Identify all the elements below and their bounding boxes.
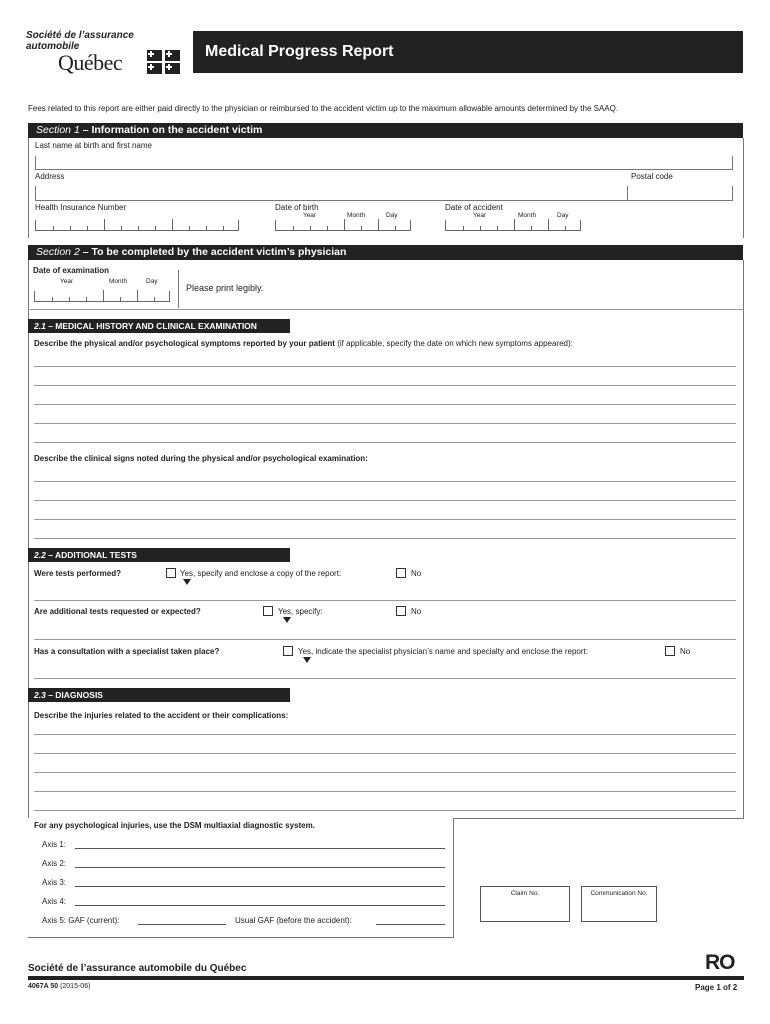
fleur-de-lis-icon — [147, 50, 183, 74]
s22-label-rest: – ADDITIONAL TESTS — [45, 550, 137, 560]
additional-tests-question: Are additional tests requested or expected? — [34, 607, 201, 616]
arrow-down-icon — [283, 617, 291, 623]
footer-rule — [28, 976, 744, 980]
last-name-label: Last name at birth and first name — [35, 141, 152, 150]
tests-performed-line[interactable] — [34, 600, 736, 601]
s23-label-rest: – DIAGNOSIS — [45, 690, 103, 700]
axis1-label: Axis 1: — [42, 840, 67, 849]
dob-label: Date of birth — [275, 203, 319, 212]
dob-year-label: Year — [303, 212, 317, 219]
axis2-line[interactable] — [75, 867, 445, 868]
dob-month-label: Month — [347, 212, 366, 219]
symptoms-line-1[interactable] — [34, 366, 736, 367]
additional-tests-yes-label: Yes, specify: — [278, 607, 323, 616]
tests-performed-question: Were tests performed? — [34, 569, 121, 578]
clinical-line-2[interactable] — [34, 500, 736, 501]
additional-tests-no-label: No — [411, 607, 422, 616]
hin-field[interactable] — [35, 220, 239, 231]
axis4-label: Axis 4: — [42, 897, 67, 906]
tests-performed-no-label: No — [411, 569, 422, 578]
symptoms-line-5[interactable] — [34, 442, 736, 443]
dsm-note: For any psychological injuries, use the DSM multiaxial diagnostic system. — [34, 821, 315, 830]
logo-quebec: Québec — [58, 50, 123, 75]
claim-number-label: Claim No. — [510, 890, 540, 897]
doa-label: Date of accident — [445, 203, 503, 212]
address-label: Address — [35, 172, 65, 181]
injuries-line-2[interactable] — [34, 753, 736, 754]
saaq-logo — [26, 30, 191, 78]
section1-header — [28, 123, 743, 138]
section2-label-rest: – To be completed by the accident victim’s physician — [79, 246, 347, 258]
symptoms-line-3[interactable] — [34, 404, 736, 405]
usual-gaf-label: Usual GAF (before the accident): — [235, 916, 352, 925]
symptoms-question-bold: Describe the physical and/or psychological symptoms reported by your patient — [34, 339, 335, 348]
clinical-line-4[interactable] — [34, 538, 736, 539]
injuries-line-5[interactable] — [34, 810, 736, 811]
injuries-line-4[interactable] — [34, 791, 736, 792]
s21-label-rest: – MEDICAL HISTORY AND CLINICAL EXAMINATION — [45, 321, 257, 331]
hin-label: Health Insurance Number — [35, 203, 127, 212]
s21-label-italic: 2.1 — [34, 321, 46, 331]
s23-label-italic: 2.3 — [34, 690, 46, 700]
consultation-question: Has a consultation with a specialist taken place? — [34, 647, 220, 656]
postal-code-label: Postal code — [631, 172, 673, 181]
injuries-line-3[interactable] — [34, 772, 736, 773]
doa-month-label: Month — [518, 212, 537, 219]
axis3-label: Axis 3: — [42, 878, 67, 887]
s22-label-italic: 2.2 — [34, 550, 46, 560]
consultation-no-checkbox[interactable] — [665, 646, 675, 656]
symptoms-line-4[interactable] — [34, 423, 736, 424]
injuries-question: Describe the injuries related to the accident or their complications: — [34, 711, 289, 720]
gaf-current-line[interactable] — [138, 924, 226, 925]
logo-org-line2: automobile — [26, 41, 80, 52]
symptoms-line-2[interactable] — [34, 385, 736, 386]
claim-number-box[interactable] — [480, 886, 570, 922]
doa-year-label: Year — [473, 212, 487, 219]
address-field[interactable] — [35, 186, 627, 201]
last-name-field[interactable] — [35, 156, 733, 170]
page-title: Medical Progress Report — [205, 43, 394, 60]
consultation-yes-checkbox[interactable] — [283, 646, 293, 656]
form-number — [28, 983, 90, 990]
additional-tests-yes-checkbox[interactable] — [263, 606, 273, 616]
arrow-down-icon — [183, 579, 191, 585]
s21-header — [28, 319, 290, 333]
fees-notice: Fees related to this report are either paid directly to the physician or reimbursed to the accident victim up to the maximum allowable amounts determined by the SAAQ. — [28, 104, 619, 113]
axis4-line[interactable] — [75, 905, 445, 906]
doa-day-label: Day — [557, 212, 569, 219]
footer-code: RO — [705, 951, 735, 974]
section1-label-rest: – Information on the accident victim — [79, 124, 263, 136]
page-number: Page 1 of 2 — [695, 983, 738, 992]
footer-org: Société de l’assurance automobile du Québec — [28, 963, 247, 974]
exam-day-label: Day — [146, 278, 158, 285]
doa-field[interactable] — [445, 220, 581, 231]
exam-year-label: Year — [60, 278, 74, 285]
section2-header — [28, 245, 743, 260]
consultation-no-label: No — [680, 647, 691, 656]
consultation-line[interactable] — [34, 678, 736, 679]
symptoms-question — [34, 339, 573, 348]
logo-org-line1: Société de l’assurance — [26, 30, 134, 41]
clinical-line-1[interactable] — [34, 481, 736, 482]
dob-day-label: Day — [386, 212, 398, 219]
clinical-line-3[interactable] — [34, 519, 736, 520]
axis5-label: Axis 5: GAF (current): — [42, 916, 120, 925]
axis2-label: Axis 2: — [42, 859, 67, 868]
axis3-line[interactable] — [75, 886, 445, 887]
additional-tests-no-checkbox[interactable] — [396, 606, 406, 616]
symptoms-question-rest: (if applicable, specify the date on which new symptoms appeared): — [334, 339, 573, 348]
s22-header — [28, 548, 290, 562]
tests-performed-yes-checkbox[interactable] — [166, 568, 176, 578]
exam-date-label: Date of examination — [33, 266, 110, 275]
postal-code-field[interactable] — [627, 186, 733, 201]
additional-tests-line[interactable] — [34, 639, 736, 640]
clinical-signs-question: Describe the clinical signs noted during the physical and/or psychological examination: — [34, 454, 368, 463]
axis1-line[interactable] — [75, 848, 445, 849]
print-legibly-note: Please print legibly. — [186, 283, 264, 293]
communication-number-box[interactable] — [581, 886, 657, 922]
s23-header — [28, 688, 290, 702]
exam-date-field[interactable] — [34, 291, 170, 302]
injuries-line-1[interactable] — [34, 734, 736, 735]
dob-field[interactable] — [275, 220, 411, 231]
form-date: (2015-06) — [60, 983, 91, 990]
communication-number-label: Communication No. — [590, 890, 648, 897]
arrow-down-icon — [303, 657, 311, 663]
tests-performed-yes-label: Yes, specify and enclose a copy of the report: — [180, 569, 342, 578]
usual-gaf-line[interactable] — [376, 924, 445, 925]
title-bar — [193, 31, 743, 73]
tests-performed-no-checkbox[interactable] — [396, 568, 406, 578]
exam-month-label: Month — [109, 278, 128, 285]
consultation-yes-label: Yes, indicate the specialist physician’s name and specialty and enclose the report: — [298, 647, 588, 656]
form-code: 4067A 50 — [28, 983, 59, 990]
section2-label-italic: Section 2 — [36, 246, 80, 258]
section1-label-italic: Section 1 — [36, 124, 80, 136]
